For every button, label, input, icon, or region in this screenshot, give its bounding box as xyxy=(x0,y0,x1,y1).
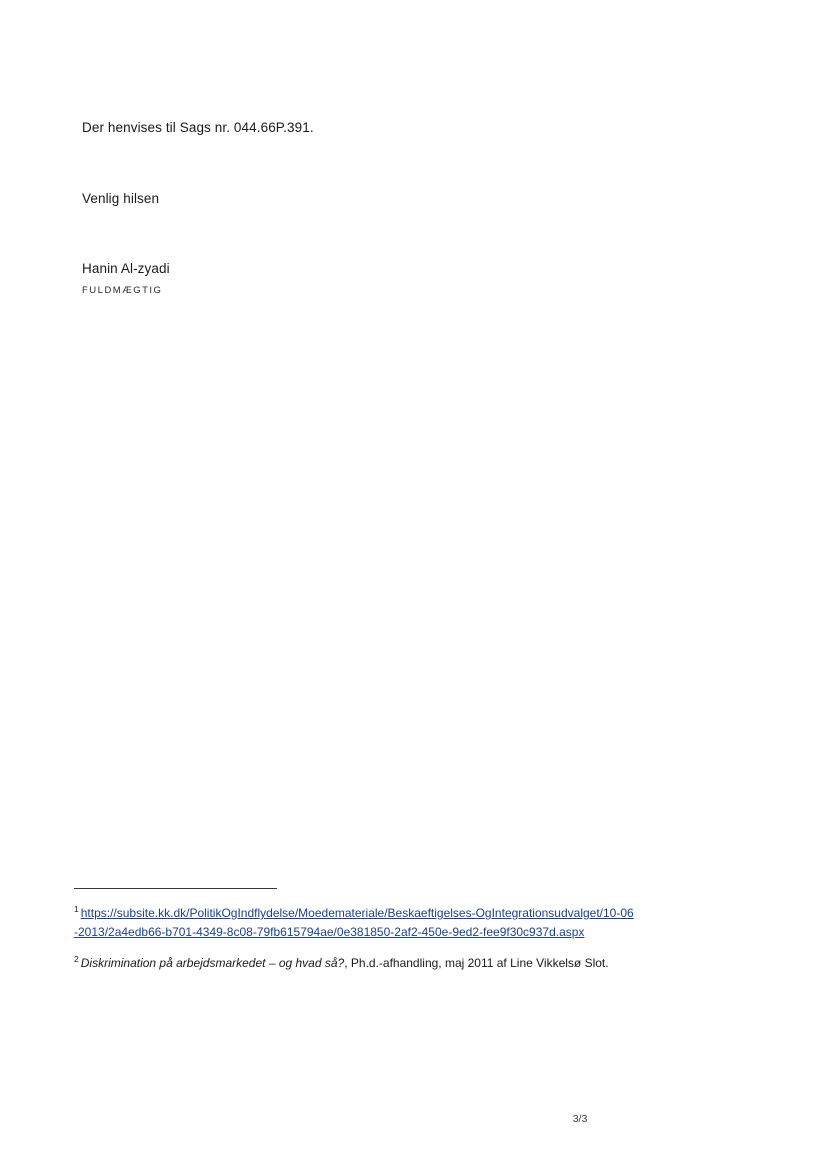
footnote-marker: 2 xyxy=(74,954,79,965)
footnote-separator-rule xyxy=(74,888,277,889)
signature-job-title: FULDMÆGTIG xyxy=(82,284,163,296)
footnote-trailing-text: , Ph.d.-afhandling, maj 2011 af Line Vikkelsø Slot. xyxy=(344,956,609,971)
footnote-item xyxy=(74,953,634,973)
footnote-marker: 1 xyxy=(74,904,79,914)
footnotes-section xyxy=(74,888,634,973)
page-number: 3/3 xyxy=(572,1113,588,1125)
footnote-title-italic: Diskrimination på arbejdsmarkedet – og hvad så? xyxy=(80,956,345,971)
footnote-link[interactable]: https://subsite.kk.dk/PolitikOgIndflydelse/Moedemateriale/Beskaeftigelses-OgIntegrationsudvalget/10-06-2013/2a4edb66-b701-4349-8c08-79fb615794ae/0e381850-2af2-450e-9ed2-fee9f30c937d.aspx xyxy=(74,906,634,939)
footnote-item xyxy=(74,903,634,941)
signature-name: Hanin Al-zyadi xyxy=(82,261,170,277)
case-reference-line: Der henvises til Sags nr. 044.66P.391. xyxy=(82,120,314,135)
closing-greeting: Venlig hilsen xyxy=(82,190,160,206)
letter-body xyxy=(82,118,702,297)
